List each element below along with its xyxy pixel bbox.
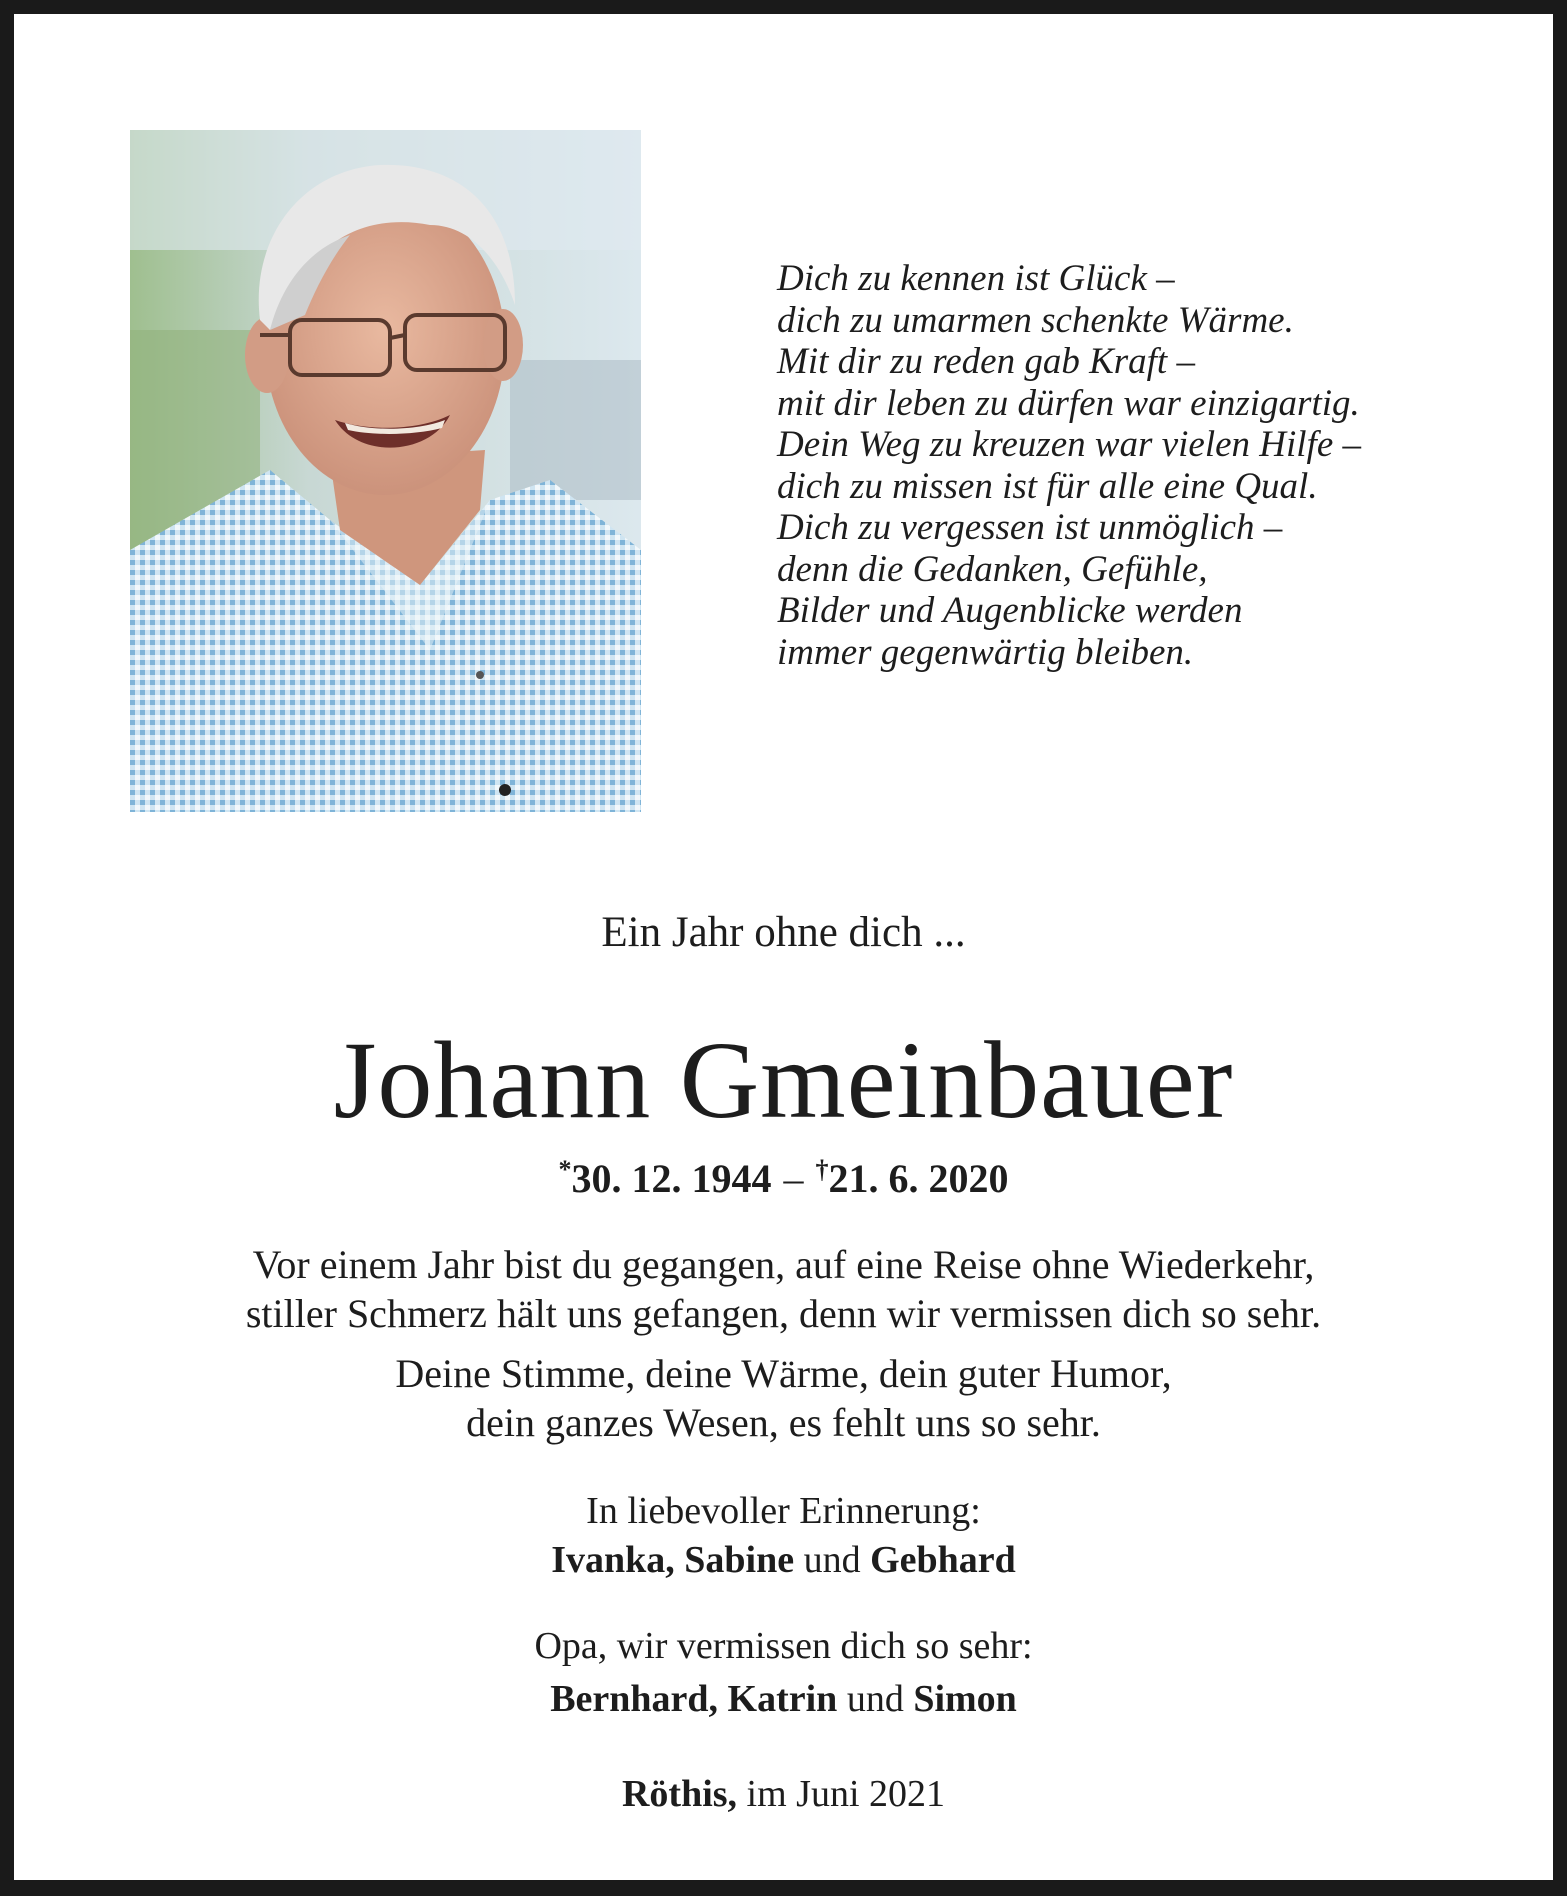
poem-line: denn die Gedanken, Gefühle, xyxy=(777,548,1208,590)
poem-line: Dein Weg zu kreuzen war vielen Hilfe – xyxy=(777,424,1361,465)
date-separator: – xyxy=(783,1156,804,1201)
grandchild-name: Katrin xyxy=(727,1678,838,1720)
verse-line: dein ganzes Wesen, es fehlt uns so sehr. xyxy=(466,1400,1101,1445)
verse-line: Deine Stimme, deine Wärme, dein guter Humor, xyxy=(395,1351,1172,1396)
mourner-name: Sabine xyxy=(684,1539,795,1581)
poem-line: Bilder und Augenblicke werden xyxy=(777,590,1243,631)
grandchildren-heading: Opa, wir vermissen dich so sehr: xyxy=(534,1625,1033,1667)
intro-text: Ein Jahr ohne dich ... xyxy=(601,909,966,956)
birth-symbol: * xyxy=(558,1155,572,1184)
place-town: Röthis, xyxy=(621,1773,738,1815)
grandchild-name: Bernhard, xyxy=(550,1678,719,1720)
death-symbol: † xyxy=(815,1155,829,1184)
verse-line: Vor einem Jahr bist du gegangen, auf eine Reise ohne Wiederkehr, xyxy=(252,1242,1315,1287)
joiner: und xyxy=(846,1678,904,1720)
poem-line: dich zu umarmen schenkte Wärme. xyxy=(777,299,1294,341)
verse2 xyxy=(14,1349,1553,1447)
verse-line: stiller Schmerz hält uns gefangen, denn wir vermissen dich so sehr. xyxy=(245,1291,1322,1336)
poem xyxy=(777,258,1477,673)
grandchild-name: Simon xyxy=(913,1678,1017,1720)
place-date: im Juni 2021 xyxy=(746,1773,946,1815)
poem-line: dich zu missen ist für alle eine Qual. xyxy=(777,465,1318,507)
poem-line: Dich zu vergessen ist unmöglich – xyxy=(777,507,1283,548)
portrait-photo xyxy=(130,130,641,812)
memory-names xyxy=(14,1536,1553,1584)
mourner-name: Gebhard xyxy=(870,1539,1016,1581)
poem-line: Mit dir zu reden gab Kraft – xyxy=(777,341,1195,382)
poem-line: Dich zu kennen ist Glück – xyxy=(777,258,1175,299)
poem-line: mit dir leben zu dürfen war einzigartig. xyxy=(777,382,1360,424)
joiner: und xyxy=(803,1539,861,1581)
birth-date: 30. 12. 1944 xyxy=(571,1156,772,1201)
grandchildren-names xyxy=(14,1675,1553,1723)
mourner-name: Ivanka, xyxy=(551,1539,675,1581)
poem-line: immer gegenwärtig bleiben. xyxy=(777,631,1194,673)
place-and-date xyxy=(14,1770,1553,1818)
memory-heading: In liebevoller Erinnerung: xyxy=(586,1490,981,1532)
death-date: 21. 6. 2020 xyxy=(828,1156,1009,1201)
verse1 xyxy=(14,1240,1553,1338)
life-dates xyxy=(14,1142,1553,1207)
deceased-name: Johann Gmeinbauer xyxy=(333,1019,1234,1141)
